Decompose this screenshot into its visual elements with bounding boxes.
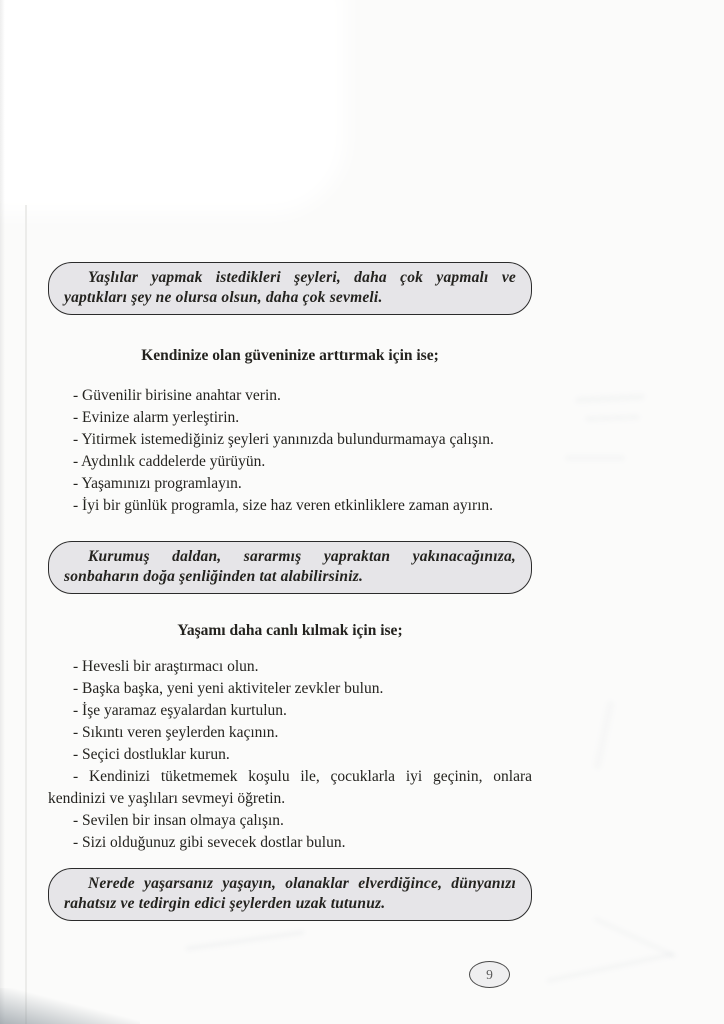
list-item: - Başka başka, yeni yeni aktiviteler zevkler bulun. xyxy=(73,680,384,697)
list-item: - Sizi olduğunuz gibi sevecek dostlar bulun. xyxy=(73,834,346,851)
scan-artifact-ghost-text xyxy=(585,414,640,422)
quote-box-aging xyxy=(48,262,532,315)
list-item: - Yaşamınızı programlayın. xyxy=(73,475,242,492)
quote-box-autumn xyxy=(48,541,532,594)
page-content xyxy=(48,262,532,921)
quote-box-peaceful-world xyxy=(48,868,532,921)
scan-artifact-corner-shadow xyxy=(0,988,140,1024)
page-number: 9 xyxy=(486,966,493,982)
quote-line: rahatsız ve tedirgin edici şeylerden uzak tutunuz. xyxy=(64,894,386,912)
scan-artifact-ghost-text xyxy=(575,393,645,404)
list-item: - Hevesli bir araştırmacı olun. xyxy=(73,658,259,675)
list-item: - Evinize alarm yerleştirin. xyxy=(73,409,240,426)
quote-line: sonbaharın doğa şenliğinden tat alabilirsiniz. xyxy=(64,567,364,585)
quote-line: Yaşlılar yapmak istedikleri şeyleri, daha çok yapmalı ve xyxy=(88,269,516,286)
scan-artifact-fold-line xyxy=(25,205,27,1024)
scan-artifact-left-edge xyxy=(0,0,5,1024)
quote-line: yaptıkları şey ne olursa olsun, daha çok sevmeli. xyxy=(64,288,383,306)
quote-line: Nerede yaşarsanız yaşayın, olanaklar elverdiğince, dünyanızı xyxy=(88,875,516,892)
list-item: - İyi bir günlük programla, size haz veren etkinliklere zaman ayırın. xyxy=(73,497,494,514)
list-item: - Güvenilir birisine anahtar verin. xyxy=(73,387,281,404)
scan-artifact-ghost-mark xyxy=(593,916,677,959)
scan-artifact-ghost-mark xyxy=(546,952,674,984)
confidence-tips-list xyxy=(48,385,532,517)
list-item: - İşe yaramaz eşyalardan kurtulun. xyxy=(73,702,287,719)
list-item: - Kendinizi tüketmemek koşulu ile, çocuklarla iyi geçinin, onlara kendinizi ve yaşlıları sevmeyi öğretin. xyxy=(48,768,532,807)
list-item: - Seçici dostluklar kurun. xyxy=(73,746,230,763)
scan-artifact-ghost-mark xyxy=(593,700,615,770)
list-item: - Aydınlık caddelerde yürüyün. xyxy=(73,453,266,470)
scan-artifact-ghost-mark xyxy=(185,930,305,952)
scan-artifact-top-left-sheet xyxy=(0,0,330,198)
list-item: - Yitirmek istemediğiniz şeyleri yanınızda bulundurmamaya çalışın. xyxy=(73,431,494,448)
list-item: - Sıkıntı veren şeylerden kaçının. xyxy=(73,724,279,741)
lively-life-tips-list xyxy=(48,656,532,854)
list-item: - Sevilen bir insan olmaya çalışın. xyxy=(73,812,284,829)
section-heading-confidence: Kendinize olan güveninize arttırmak için ise; xyxy=(141,347,439,364)
section-heading-lively-life: Yaşamı daha canlı kılmak için ise; xyxy=(177,622,403,639)
quote-line: Kurumuş daldan, sararmış yapraktan yakınacağınıza, xyxy=(88,548,516,565)
scan-artifact-ghost-text xyxy=(565,455,625,461)
page-number-badge xyxy=(469,961,510,988)
